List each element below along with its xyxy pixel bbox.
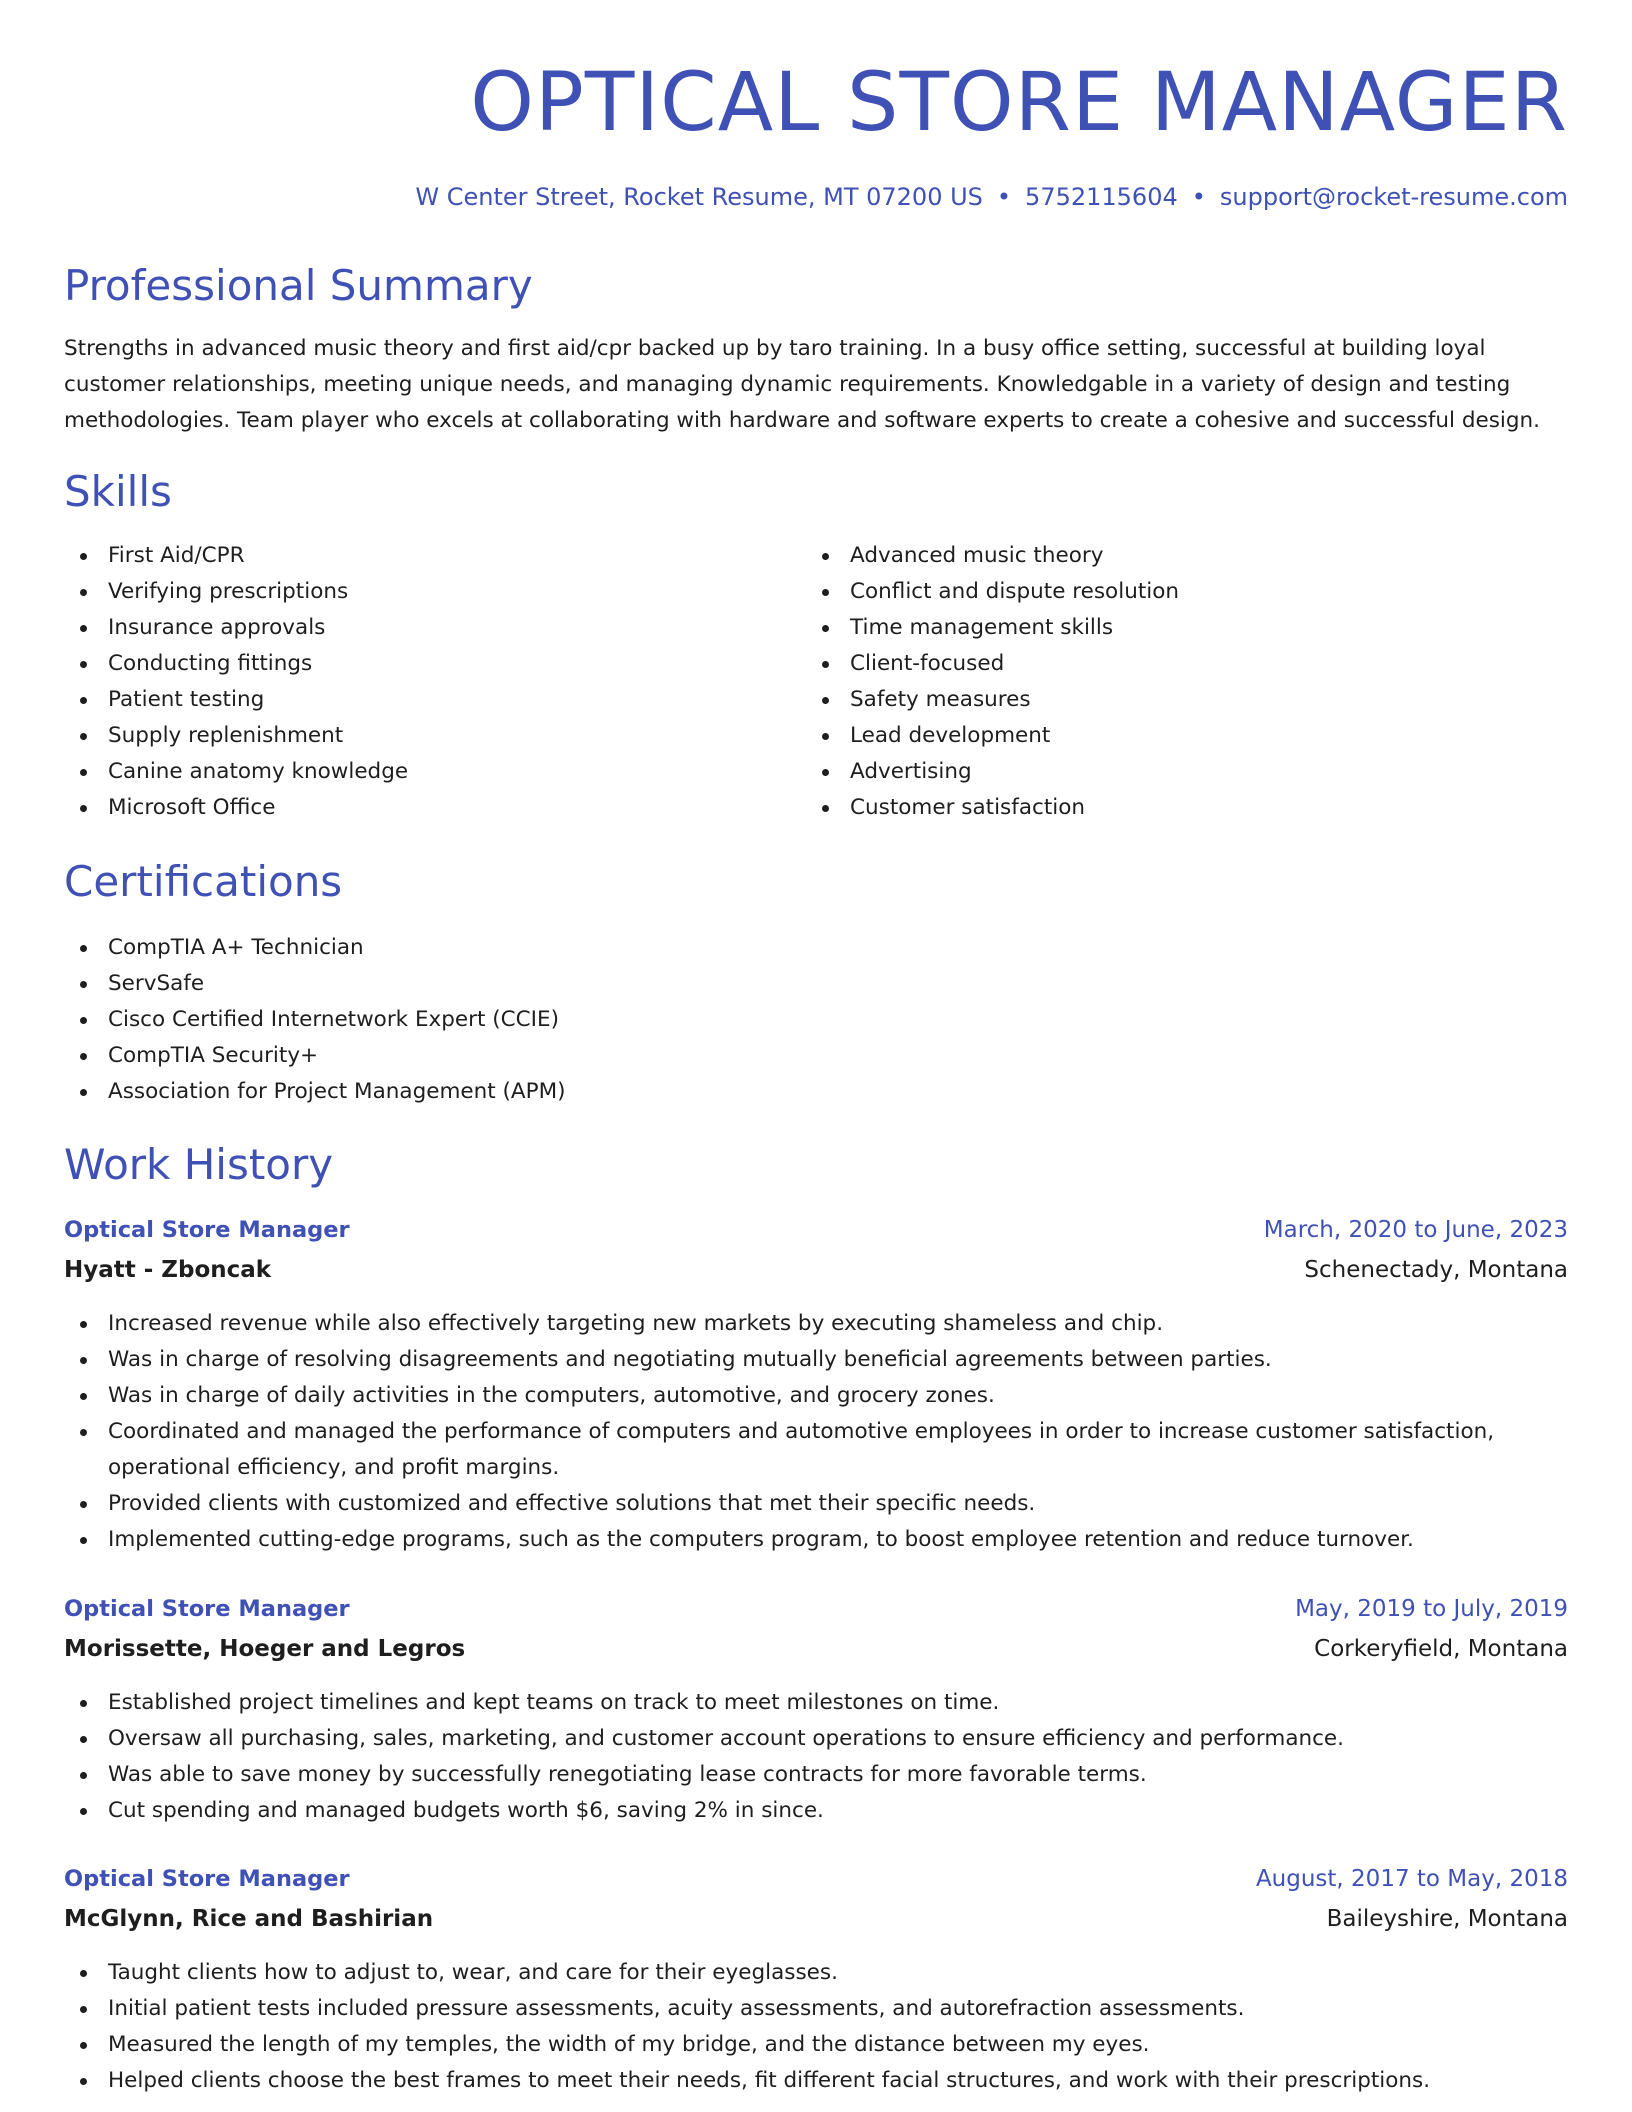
contact-separator: • — [996, 183, 1012, 211]
job-bullet: Increased revenue while also effectively targeting new markets by executing shameless and chip. — [64, 1306, 1568, 1342]
skill-item: Safety measures — [806, 682, 1179, 718]
skill-item: Conducting fittings — [64, 646, 408, 682]
job-title: Optical Store Manager — [64, 1596, 350, 1622]
summary-heading: Professional Summary — [64, 261, 533, 310]
job-bullet: Implemented cutting-edge programs, such as the computers program, to boost employee retention and reduce turnover. — [64, 1522, 1568, 1558]
certification-item: Association for Project Management (APM) — [64, 1074, 566, 1110]
job-bullet: Established project timelines and kept teams on track to meet milestones on time. — [64, 1685, 1344, 1721]
skill-item: Verifying prescriptions — [64, 574, 408, 610]
certification-item: CompTIA A+ Technician — [64, 930, 566, 966]
job-bullets — [64, 1685, 1344, 1829]
job-bullet: Taught clients how to adjust to, wear, and care for their eyeglasses. — [64, 1955, 1430, 1991]
job-bullets — [64, 1306, 1568, 1558]
job-employer-row — [64, 1630, 1568, 1668]
job-bullet: Provided clients with customized and effective solutions that met their specific needs. — [64, 1486, 1568, 1522]
job-dates: August, 2017 to May, 2018 — [1255, 1866, 1568, 1892]
job-title: Optical Store Manager — [64, 1866, 350, 1892]
contact-address: W Center Street, Rocket Resume, MT 07200 US — [415, 183, 983, 211]
job-location: Corkeryfield, Montana — [1314, 1636, 1568, 1662]
certifications-list — [64, 930, 566, 1110]
job-location: Baileyshire, Montana — [1326, 1906, 1568, 1932]
skill-item: Conflict and dispute resolution — [806, 574, 1179, 610]
job-header — [64, 1211, 1568, 1249]
skills-list-right — [806, 538, 1179, 826]
skill-item: Advanced music theory — [806, 538, 1179, 574]
job-title: Optical Store Manager — [64, 1217, 350, 1243]
contact-line — [415, 180, 1568, 214]
job-location: Schenectady, Montana — [1304, 1257, 1568, 1283]
contact-separator: • — [1191, 183, 1206, 211]
contact-phone: 5752115604 — [1025, 183, 1178, 211]
skill-item: Time management skills — [806, 610, 1179, 646]
job-header — [64, 1860, 1568, 1898]
job-bullet: Was in charge of daily activities in the computers, automotive, and grocery zones. — [64, 1378, 1568, 1414]
certification-item: Cisco Certified Internetwork Expert (CCIE) — [64, 1002, 566, 1038]
job-employer-row — [64, 1900, 1568, 1938]
job-bullet: Was able to save money by successfully renegotiating lease contracts for more favorable terms. — [64, 1757, 1344, 1793]
resume-name: OPTICAL STORE MANAGER — [470, 56, 1568, 150]
job-bullet: Oversaw all purchasing, sales, marketing, and customer account operations to ensure efficiency and performance. — [64, 1721, 1344, 1757]
skill-item: Patient testing — [64, 682, 408, 718]
job-dates: March, 2020 to June, 2023 — [1263, 1217, 1568, 1243]
certification-item: CompTIA Security+ — [64, 1038, 566, 1074]
job-company: Morissette, Hoeger and Legros — [64, 1636, 466, 1662]
job-dates: May, 2019 to July, 2019 — [1295, 1596, 1568, 1622]
skill-item: Microsoft Office — [64, 790, 408, 826]
job-bullet: Cut spending and managed budgets worth $6, saving 2% in since. — [64, 1793, 1344, 1829]
job-bullet: Helped clients choose the best frames to meet their needs, fit different facial structures, and work with their prescriptions. — [64, 2063, 1430, 2099]
job-company: Hyatt - Zboncak — [64, 1257, 272, 1283]
skill-item: First Aid/CPR — [64, 538, 408, 574]
contact-email: support@rocket-resume.com — [1219, 183, 1568, 211]
skill-item: Lead development — [806, 718, 1179, 754]
summary-text: Strengths in advanced music theory and first aid/cpr backed up by taro training. In a busy office setting, successful at building loyal customer relationships, meeting unique needs, and managing dynamic requirements. Knowledgable in a variety of design and testing methodologies. Team player who excels at collaborating with hardware and software experts to create a cohesive and successful design. — [64, 336, 1541, 433]
skill-item: Customer satisfaction — [806, 790, 1179, 826]
job-bullets — [64, 1955, 1430, 2099]
job-header — [64, 1590, 1568, 1628]
skills-heading: Skills — [64, 467, 172, 516]
skill-item: Supply replenishment — [64, 718, 408, 754]
skill-item: Client-focused — [806, 646, 1179, 682]
skill-item: Advertising — [806, 754, 1179, 790]
certification-item: ServSafe — [64, 966, 566, 1002]
job-bullet: Coordinated and managed the performance of computers and automotive employees in order to increase customer satisfaction, operational efficiency, and profit margins. — [64, 1414, 1568, 1486]
skill-item: Insurance approvals — [64, 610, 408, 646]
work-history-heading: Work History — [64, 1140, 334, 1189]
job-company: McGlynn, Rice and Bashirian — [64, 1906, 434, 1932]
skill-item: Canine anatomy knowledge — [64, 754, 408, 790]
job-bullet: Initial patient tests included pressure assessments, acuity assessments, and autorefraction assessments. — [64, 1991, 1430, 2027]
job-bullet: Measured the length of my temples, the width of my bridge, and the distance between my eyes. — [64, 2027, 1430, 2063]
job-bullet: Was in charge of resolving disagreements and negotiating mutually beneficial agreements between parties. — [64, 1342, 1568, 1378]
certifications-heading: Certifications — [64, 857, 343, 906]
skills-list-left — [64, 538, 408, 826]
job-employer-row — [64, 1251, 1568, 1289]
